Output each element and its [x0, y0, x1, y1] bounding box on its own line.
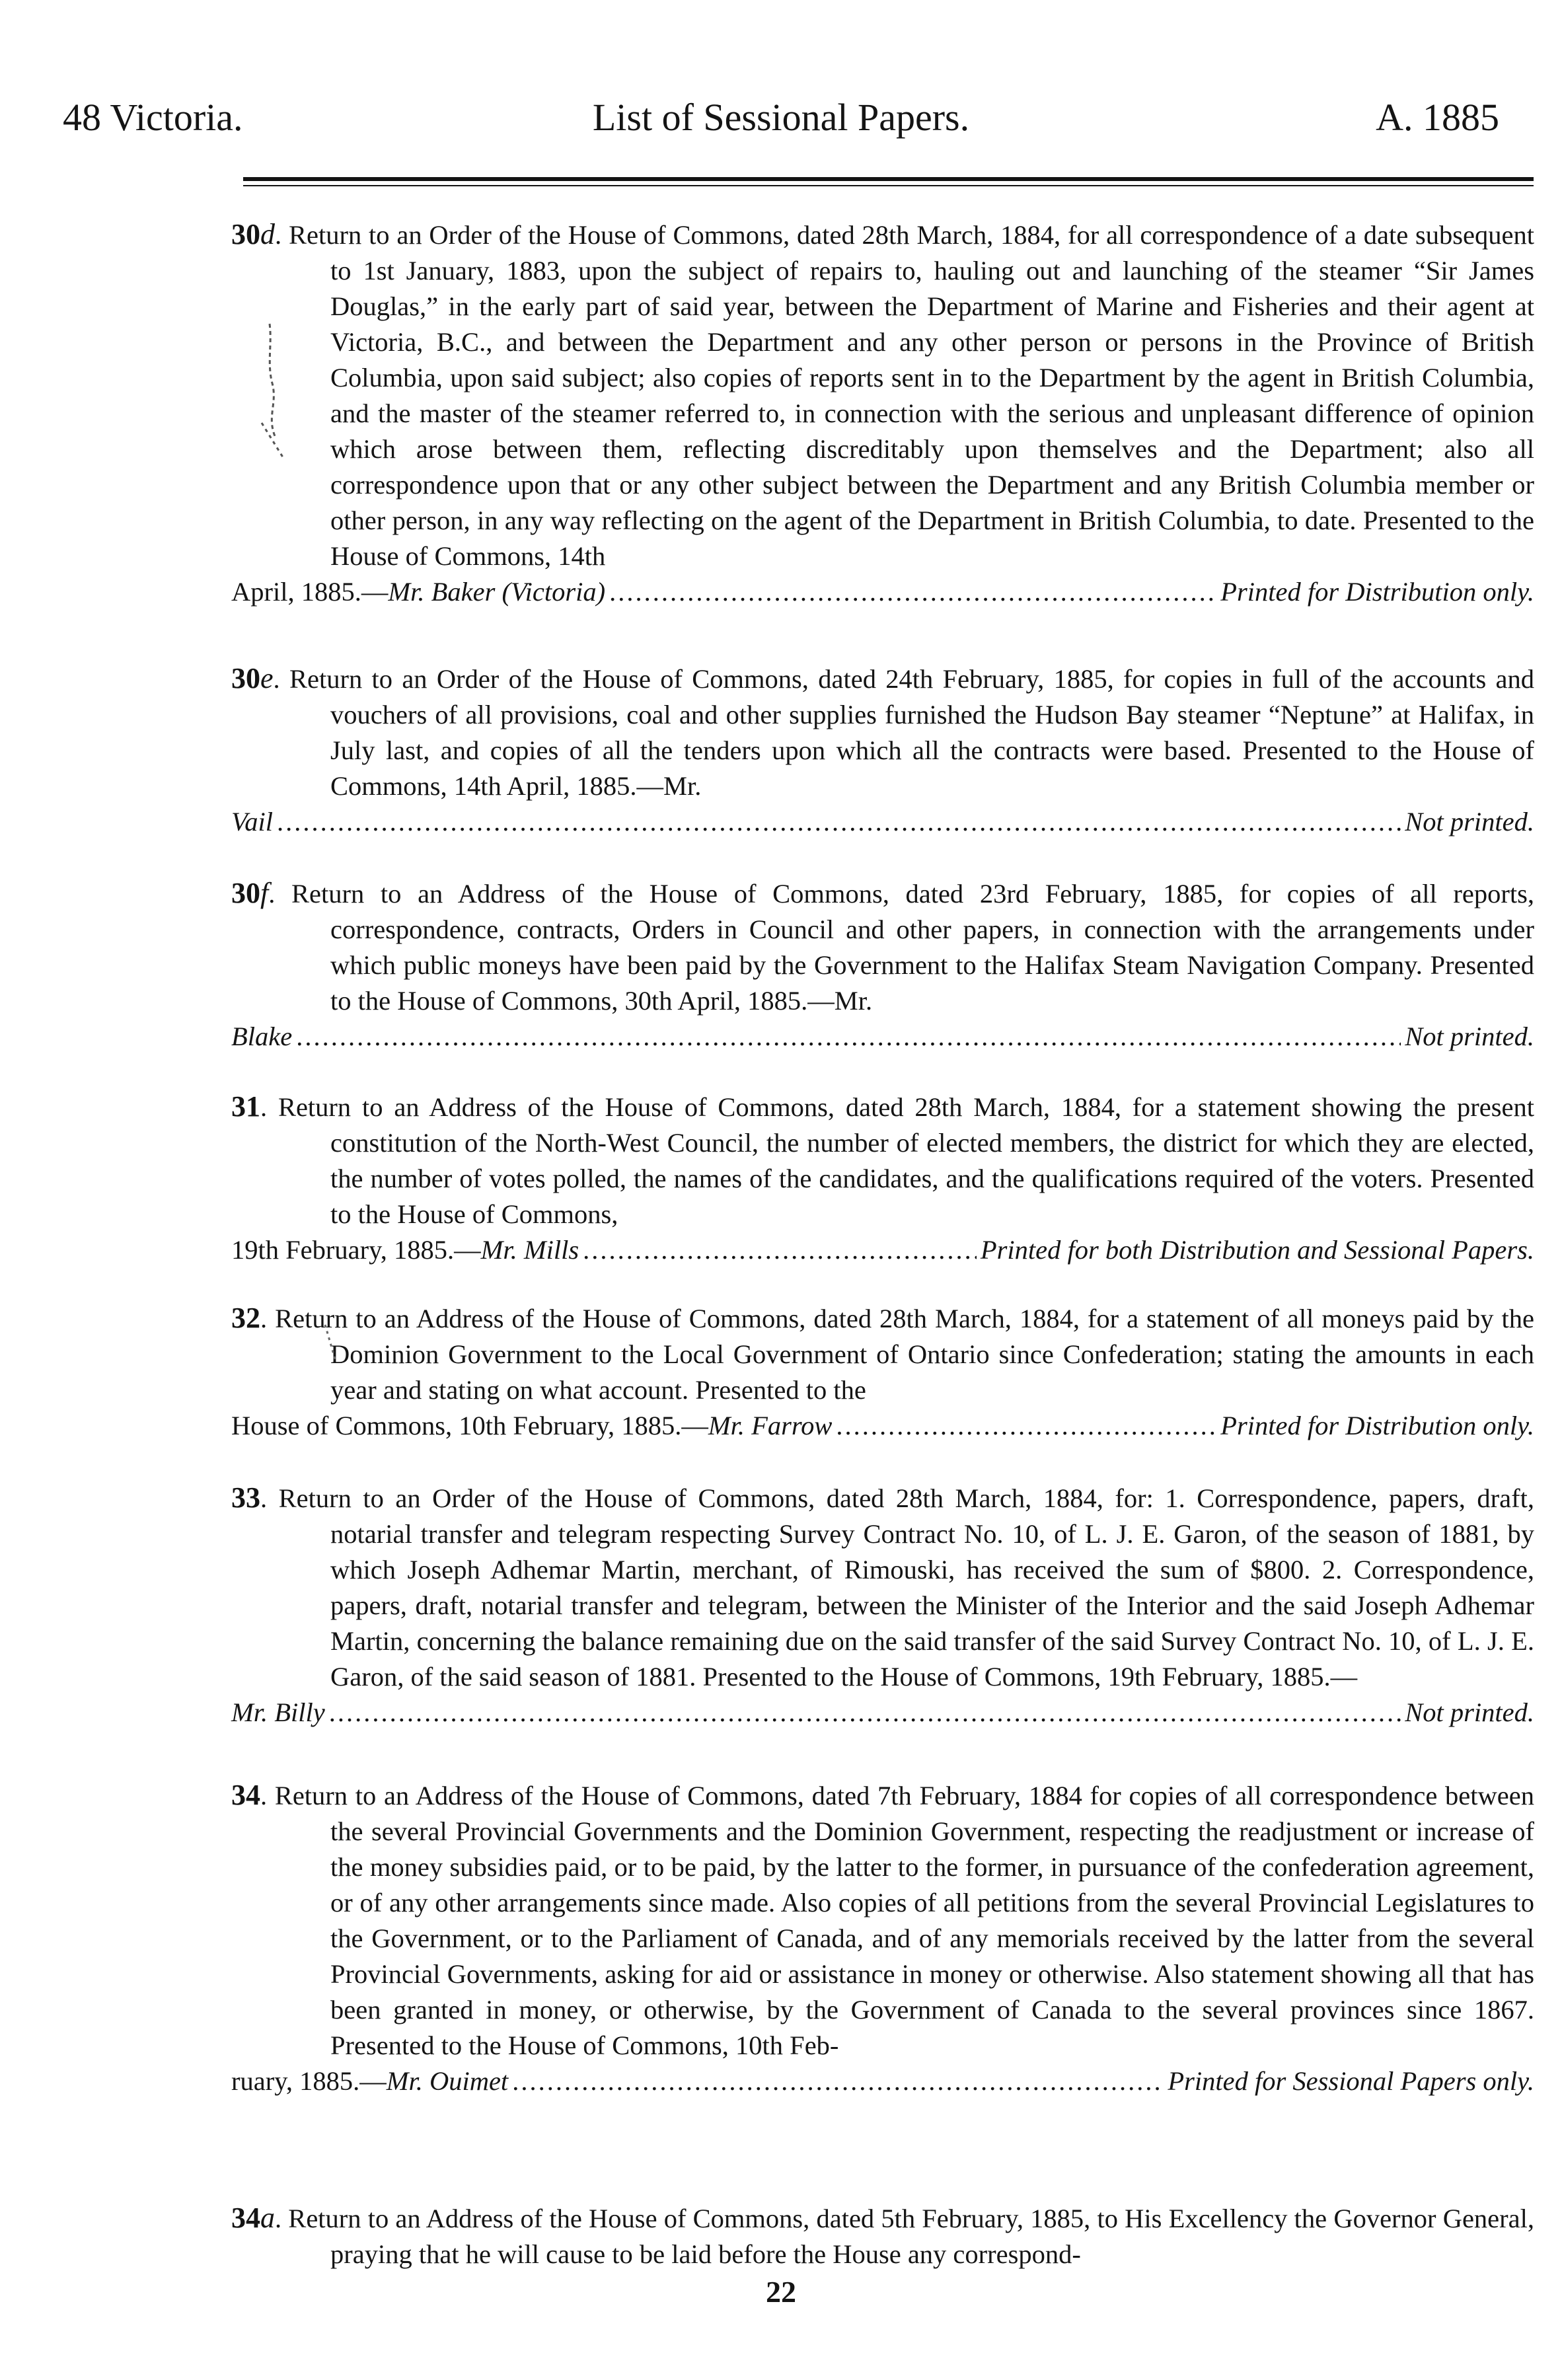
entry-text: . Return to an Order of the House of Commons, dated 28th March, 1884, for: 1. Correspondence, papers, draft, notarial transfer and telegram respecting Survey Contract No. 10, of L. J. E. Garon, of the season of 1881, by which Joseph Adhemar Martin, merchant, of Rimouski, has received the sum of $800. 2. Correspondence, papers, draft, notarial transfer and telegram, between the Minister of the Interior and the said Joseph Adhemar Martin, concerning the balance remaining due on the said transfer of the said Survey Contract No. 10, of L. J. E. Garon, of the said season of 1881. Presented to the House of Commons, 19th February, 1885.— — [260, 1483, 1534, 1692]
entry-last-line: ruary, 1885.— — [231, 2066, 387, 2096]
entry-text: . Return to an Address of the House of Commons, dated 23rd February, 1885, for copies of all reports, correspondence, contracts, Orders in Council and other papers, in connection with the arrangements under which public moneys have been paid by the Government to the Halifax Steam Navigation Company. Presented to the House of Commons, 30th April, 1885.—Mr. — [268, 879, 1534, 1016]
entry-number: 30e — [231, 662, 274, 694]
entry-number: 30d — [231, 218, 275, 250]
entry-text: . Return to an Address of the House of Commons, dated 28th March, 1884, for a statement of all moneys paid by the Dominion Government to the Local Government of Ontario since Confederation; stating the amounts in each year and stating on what account. Presented to the — [260, 1304, 1534, 1405]
member-name: Mr. Farrow — [708, 1411, 833, 1440]
print-status: Not printed. — [1405, 1022, 1534, 1051]
entry-last-line: House of Commons, 10th February, 1885.— — [231, 1411, 708, 1440]
entry-text: . Return to an Address of the House of Commons, dated 7th February, 1884 for copies of all correspondence between the several Provincial Governments and the Dominion Government, respecting the readjustment or increase of the money subsidies paid, or to be paid, by the latter to the former, in pursuance of the confederation agreement, or of any other arrangements since made. Also copies of all petitions from the several Provincial Legislatures to the Government, or to the Parliament of Canada, and of any memorials received by the latter from the several Provincial Governments, asking for aid or assistance in money or otherwise. Also statement showing all that has been granted in money, or otherwise, by the Government of Canada to the several provinces since 1867. Presented to the House of Commons, 10th Feb- — [260, 1781, 1534, 2060]
entry-number: 34a — [231, 2202, 275, 2234]
member-name: Mr. Baker (Victoria) — [388, 577, 606, 607]
header-double-rule — [243, 177, 1534, 186]
header-year: A. 1885 — [1376, 96, 1499, 139]
print-status: Printed for both Distribution and Sessional Papers. — [980, 1235, 1534, 1265]
entry-text: . Return to an Address of the House of Commons, dated 28th March, 1884, for a statement showing the present constitution of the North-West Council, the number of elected members, the district for which they are elected, the number of votes polled, the names of the candidates, and the qualifications required of the voters. Presented to the House of Commons, — [260, 1092, 1534, 1229]
entry-34 — [231, 1777, 1534, 2099]
dot-leader — [583, 1232, 977, 1268]
print-status: Printed for Distribution only. — [1220, 577, 1534, 607]
print-status: Printed for Sessional Papers only. — [1168, 2066, 1534, 2096]
running-header — [63, 91, 1499, 144]
entry-33 — [231, 1480, 1534, 1730]
dot-leader — [296, 1019, 1401, 1055]
member-name: Mr. Mills — [480, 1235, 579, 1265]
entry-number: 34 — [231, 1779, 260, 1811]
dot-leader — [277, 804, 1401, 840]
member-name: Vail — [231, 807, 274, 837]
entry-text: . Return to an Address of the House of Commons, dated 5th February, 1885, to His Excellency the Governor General, praying that he will cause to be laid before the House any correspond- — [275, 2204, 1534, 2269]
entry-last-line: 19th February, 1885.— — [231, 1235, 481, 1265]
entry-30e — [231, 661, 1534, 840]
entry-34a — [231, 2200, 1534, 2272]
entry-31 — [231, 1089, 1534, 1268]
entry-number: 32 — [231, 1302, 260, 1334]
entry-number: 31 — [231, 1090, 260, 1123]
print-status: Printed for Distribution only. — [1220, 1411, 1534, 1440]
entry-text: . Return to an Order of the House of Commons, dated 28th March, 1884, for all correspondence of a date subsequent to 1st January, 1883, upon the subject of repairs to, hauling out and launching of the steamer “Sir James Douglas,” in the early part of said year, between the Department of Marine and Fisheries and their agent at Victoria, B.C., and between the Department and any other person or persons in the Province of British Columbia, upon said subject; also copies of reports sent in to the Department by the agent in British Columbia, and the master of the steamer referred to, in connection with the serious and unpleasant difference of opinion which arose between them, reflecting discreditably upon themselves and the Department; also all correspondence upon that or any other subject between the Department and any British Columbia member or other person, in any way reflecting on the agent of the Department in British Columbia, to date. Presented to the House of Commons, 14th — [275, 220, 1534, 571]
entry-number: 30f — [231, 877, 269, 909]
member-name: Blake — [231, 1022, 293, 1051]
member-name: Mr. Ouimet — [386, 2066, 509, 2096]
print-status: Not printed. — [1405, 1697, 1534, 1727]
dot-leader — [609, 574, 1216, 610]
margin-pencil-tick — [321, 1321, 341, 1368]
dot-leader — [512, 2064, 1164, 2099]
header-session: 48 Victoria. — [63, 96, 243, 139]
member-name: Mr. Billy — [231, 1697, 325, 1727]
entry-30f — [231, 875, 1534, 1055]
entry-text: . Return to an Order of the House of Commons, dated 24th February, 1885, for copies in full of the accounts and vouchers of all provisions, coal and other supplies furnished the Hudson Bay steamer “Neptune” at Halifax, in July last, and copies of all the tenders upon which all the contracts were based. Presented to the House of Commons, 14th April, 1885.—Mr. — [273, 664, 1534, 801]
entry-30d — [231, 217, 1534, 610]
entry-number: 33 — [231, 1481, 260, 1514]
dot-leader — [329, 1695, 1401, 1730]
entry-32 — [231, 1300, 1534, 1444]
entry-last-line: April, 1885.— — [231, 577, 389, 607]
margin-pencil-mark — [258, 317, 297, 469]
print-status: Not printed. — [1405, 807, 1534, 837]
page-number: 22 — [766, 2275, 796, 2309]
header-title: List of Sessional Papers. — [592, 96, 970, 139]
dot-leader — [836, 1408, 1216, 1444]
